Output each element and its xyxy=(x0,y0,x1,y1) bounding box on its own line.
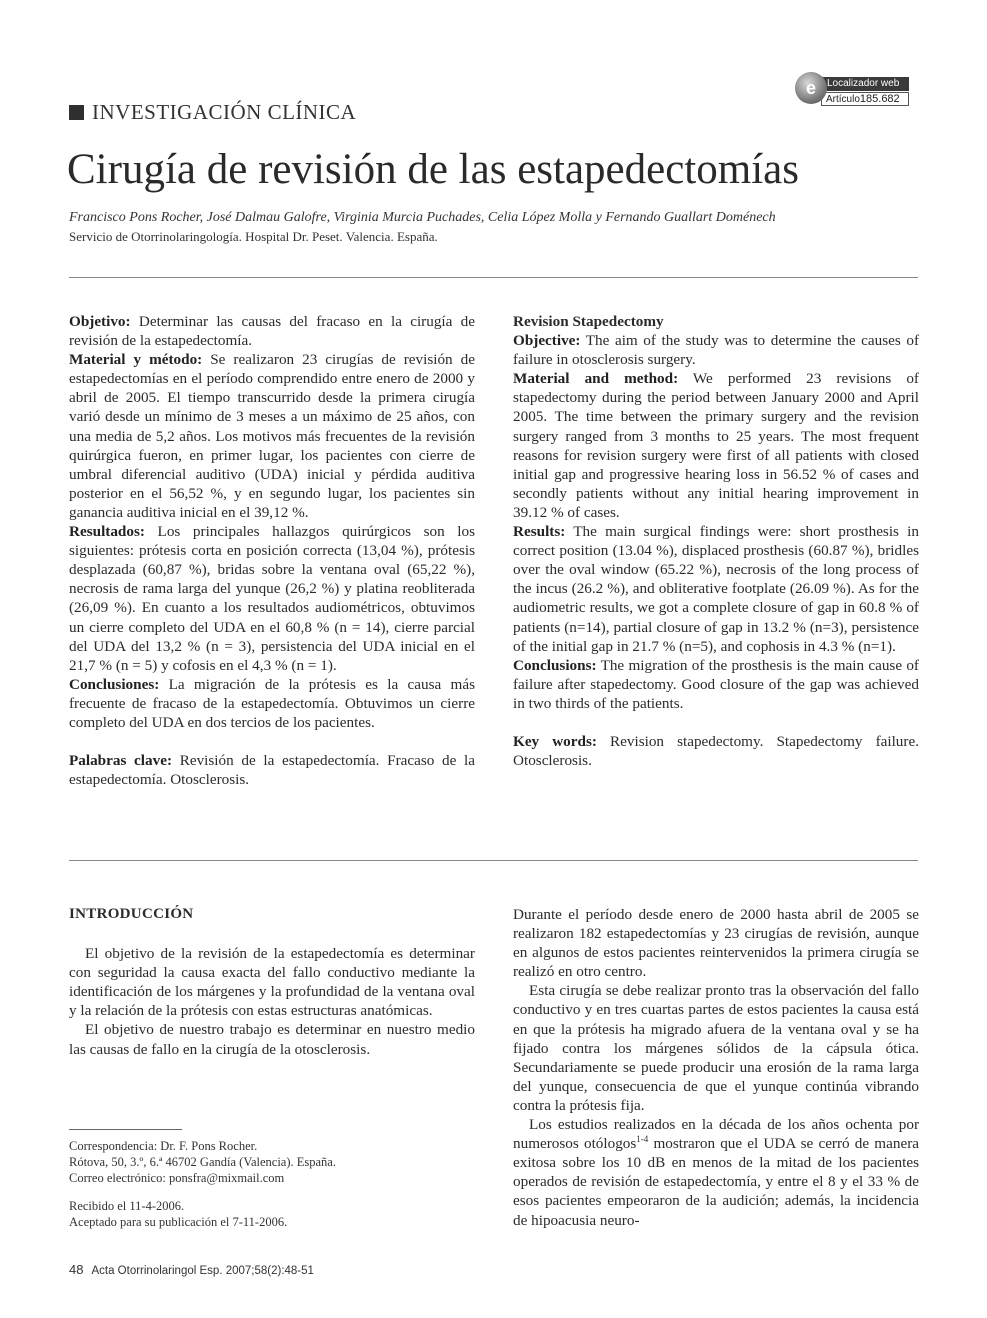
intro-paragraph-1: El objetivo de la revisión de la estapedectomía es determinar con seguridad la causa exacta del fallo conductivo mediante la identificación de los márgenes y la profundidad de la ventana oval y la relación de la prótesis con estas estructuras anatómicas. xyxy=(69,945,475,1020)
correspondence-email: Correo electrónico: ponsfra@mixmail.com xyxy=(69,1171,285,1185)
section-label xyxy=(69,100,356,125)
article-title: Cirugía de revisión de las estapedectomías xyxy=(67,146,799,193)
correspondence-address: Rótova, 50, 3.º, 6.ª 46702 Gandía (Valencia). España. xyxy=(69,1155,336,1169)
abstract-en-heading: Revision Stapedectomy xyxy=(513,313,664,330)
top-divider xyxy=(69,277,918,278)
method-text: We performed 23 revisions of stapedectomy during the period between January 2000 and April 2005. The time between the primary surgery and the revision surgery ranged from 3 months to 25 years. The most frequent reasons for revision surgery were first of all patients with closed initial gap and progressive hearing loss in 56.52 % of cases and secondly patients without any initial hearing improvement in 39.12 % of cases. xyxy=(513,370,919,521)
affiliation: Servicio de Otorrinolaringología. Hospital Dr. Peset. Valencia. España. xyxy=(69,229,438,244)
objective-label: Objective: xyxy=(513,332,581,350)
abstract-material xyxy=(69,350,475,522)
e-badge-icon: e xyxy=(795,72,827,104)
correspondence-name: Correspondencia: Dr. F. Pons Rocher. xyxy=(69,1139,258,1153)
material-label: Material y método: xyxy=(69,351,203,369)
abstract-keywords xyxy=(513,732,919,770)
intro-p5-text-a: Los estudios realizados en la década de los años ochenta por numerosos otólogos xyxy=(513,1116,919,1153)
abstract-objetivo xyxy=(69,312,475,350)
web-locator-article xyxy=(821,92,909,106)
intro-heading: INTRODUCCIÓN xyxy=(69,906,194,922)
conclusions-label: Conclusions: xyxy=(513,656,597,674)
results-label: Results: xyxy=(513,523,566,541)
abstract-divider xyxy=(69,860,918,861)
section-label-text: INVESTIGACIÓN CLÍNICA xyxy=(92,100,357,124)
abstract-es xyxy=(69,312,475,789)
abstract-conclusions xyxy=(513,656,919,713)
results-text: The main surgical findings were: short prosthesis in correct position (13.04 %), displaced prosthesis (60.87 %), bridles over the oval window (65.22 %), necrosis of the long process of the incus (26.2 %), and obliterative footplate (26.09 %). As for the audiometric results, we got a complete closure of gap in 60.8 % of patients (n=14), partial closure of gap in 13.2 % (n=3), persistence of the initial gap in 21.7 % (n=5), and cophosis in 4.3 % (n=1). xyxy=(513,523,919,655)
conclusiones-text: La migración de la prótesis es la causa más frecuente de fracaso de la estapedectomía. Obtuvimos un cierre completo del UDA en dos tercios de los pacientes. xyxy=(69,675,476,731)
conclusions-text: The migration of the prosthesis is the main cause of failure after stapedectomy. Good closure of the gap was achieved in two thirds of the patients. xyxy=(513,656,919,712)
abstract-conclusiones xyxy=(69,675,475,732)
abstract-resultados xyxy=(69,522,475,675)
article-number: 185.682 xyxy=(859,93,900,105)
dates xyxy=(69,1198,287,1230)
page-footer xyxy=(69,1262,314,1277)
intro-p5-text-b: mostraron que el UDA se cerró de manera exitosa sobre los 10 dB en menos de la mitad de los pacientes operados de revisión de estapedectomía, y entre el 8 y el 33 % de esos pacientes empeoraron de la audición; además, la incidencia de hipoacusia neuro- xyxy=(513,1135,919,1229)
authors: Francisco Pons Rocher, José Dalmau Galofre, Virginia Murcia Puchades, Celia López Molla y Fernando Guallart Doménech xyxy=(69,210,776,225)
journal-citation: Acta Otorrinolaringol Esp. 2007;58(2):48-51 xyxy=(91,1265,314,1277)
keywords-text: Revision stapedectomy. Stapedectomy failure. Otosclerosis. xyxy=(513,732,919,770)
intro-paragraph-2: El objetivo de nuestro trabajo es determinar en nuestro medio las causas de fallo en la cirugía de la otosclerosis. xyxy=(69,1021,475,1058)
footnote-divider xyxy=(69,1129,182,1130)
web-locator-label: Localizador web xyxy=(821,77,909,91)
method-label: Material and method: xyxy=(513,370,679,388)
received-date: Recibido el 11-4-2006. xyxy=(69,1199,185,1213)
objective-text: The aim of the study was to determine the causes of failure in otosclerosis surgery. xyxy=(513,332,920,369)
intro-left xyxy=(69,905,475,1059)
intro-paragraph-4: Esta cirugía se debe realizar pronto tras la observación del fallo conductivo y en tres cuartas partes de estos pacientes la causa está en que la prótesis ha migrado afuera de la ventana oval y se ha fijado contra los márgenes sólidos de la cápsula ótica. Secundariamente se puede producir una erosión de la rama larga del yunque, consecuencia de que el yunque continúa vibrando contra la prótesis fija. xyxy=(513,982,919,1114)
keywords-label: Key words: xyxy=(513,732,597,750)
abstract-results xyxy=(513,522,919,656)
intro-paragraph-3: Durante el período desde enero de 2000 hasta abril de 2005 se realizaron 182 estapedectomías y 23 cirugías de revisión, aunque en algunos de estos pacientes reintervenidos la primera cirugía se realizó en otro centro. xyxy=(513,906,919,981)
abstract-objective xyxy=(513,331,919,369)
abstract-en xyxy=(513,312,919,770)
intro-paragraph-5 xyxy=(513,1115,919,1230)
web-locator[interactable] xyxy=(795,72,913,108)
citation-superscript: 1-4 xyxy=(636,1134,649,1145)
correspondence xyxy=(69,1138,336,1186)
abstract-method xyxy=(513,369,919,522)
abstract-palabras-clave xyxy=(69,751,475,789)
material-text: Se realizaron 23 cirugías de revisión de estapedectomías en el período comprendido entre enero de 2000 y abril de 2005. El tiempo transcurrido desde la primera cirugía varió desde un mínimo de 3 meses a un máximo de 25 años, con una media de 5,2 años. Los motivos más frecuentes de la revisión quirúrgica fueron, en primer lugar, los pacientes con cierre de umbral diferencial auditivo (UDA) inicial y pérdida auditiva posterior en el 56,52 %, y en segundo lugar, los pacientes sin ganancia auditiva inicial en el 39,12 %. xyxy=(69,351,475,521)
palabras-label: Palabras clave: xyxy=(69,752,173,770)
conclusiones-label: Conclusiones: xyxy=(69,675,160,693)
objetivo-label: Objetivo: xyxy=(69,313,131,330)
intro-right xyxy=(513,905,919,1230)
resultados-label: Resultados: xyxy=(69,523,145,541)
palabras-text: Revisión de la estapedectomía. Fracaso de la estapedectomía. Otosclerosis. xyxy=(69,752,476,789)
resultados-text: Los principales hallazgos quirúrgicos son los siguientes: prótesis corta en posición correcta (13,04 %), prótesis desplazada (60,87 %), bridas sobre la ventana oval (65,22 %), necrosis de rama larga del yunque (26,2 %) y platina reobliterada (26,09 %). En cuanto a los resultados audiométricos, obtuvimos un cierre completo del UDA en el 60,8 % (n = 14), cierre parcial del UDA del 13,2 % (n = 3), persistencia del UDA inicial en el 21,7 % (n = 5) y cofosis en el 4,3 % (n = 1). xyxy=(69,523,475,674)
objetivo-text: Determinar las causas del fracaso en la cirugía de revisión de la estapedectomía. xyxy=(69,313,476,350)
article-label: Artículo xyxy=(826,94,860,105)
square-bullet-icon xyxy=(69,105,84,120)
page-number: 48 xyxy=(69,1262,84,1277)
accepted-date: Aceptado para su publicación el 7-11-2006. xyxy=(69,1215,288,1229)
